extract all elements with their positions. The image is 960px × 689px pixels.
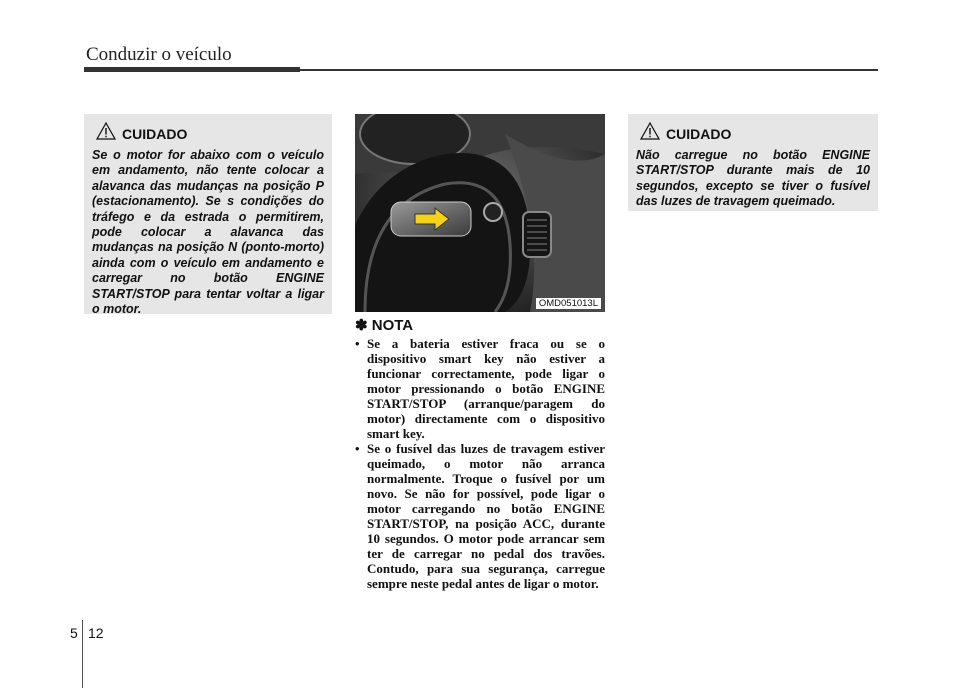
note-title: ✽ NOTA	[355, 317, 414, 334]
caution-title: CUIDADO	[122, 125, 188, 142]
caution-body: Não carregue no botão ENGINE START/STOP durante mais de 10 segundos, excepto se tiver o fusível das luzes de travagem queimado.	[636, 148, 870, 209]
footer-section-number: 5	[70, 625, 78, 641]
note-list	[355, 336, 605, 591]
caution-title: CUIDADO	[666, 125, 732, 142]
caution-heading	[96, 122, 324, 145]
warning-triangle-icon	[96, 122, 116, 145]
note-item: • Se o fusível das luzes de travagem estiver queimado, o motor não arranca normalmente. Troque o fusível por um novo. Se não for possível, pode ligar o motor carregando no botão ENGINE START/STOP, na posição ACC, durante 10 segundos. O motor pode arrancar sem ter de carregar no pedal dos travões. Contudo, para sua segurança, carregue sempre neste pedal antes de ligar o motor.	[355, 441, 605, 591]
header-rule-thin	[300, 69, 878, 71]
footer-divider	[82, 620, 83, 688]
page-header-title: Conduzir o veículo	[86, 44, 232, 65]
caution-heading	[640, 122, 870, 145]
footer-page-number: 12	[88, 625, 104, 641]
dashboard-photo	[355, 114, 605, 312]
caution-box-left	[84, 114, 332, 317]
caution-box-right	[628, 114, 878, 211]
note-item: • Se a bateria estiver fraca ou se o dispositivo smart key não estiver a funcionar correctamente, pode ligar o motor pressionando o botão ENGINE START/STOP (arranque/paragem do motor) directamente com o dispositivo smart key.	[355, 336, 605, 441]
photo-code-label: OMD051013L	[536, 298, 601, 309]
note-section	[355, 316, 605, 591]
warning-triangle-icon	[640, 122, 660, 145]
header-rule-thick	[84, 67, 300, 72]
caution-body: Se o motor for abaixo com o veículo em andamento, não tente colocar a alavanca das mudanças na posição P (estacionamento). Se s condições do tráfego e da estrada o permitirem, pode colocar a alavanca das mudanças na posição N (ponto-morto) ainda com o veículo em andamento e carregar no botão ENGINE START/STOP para tentar voltar a ligar o motor.	[92, 148, 324, 317]
dashboard-illustration	[355, 114, 605, 312]
